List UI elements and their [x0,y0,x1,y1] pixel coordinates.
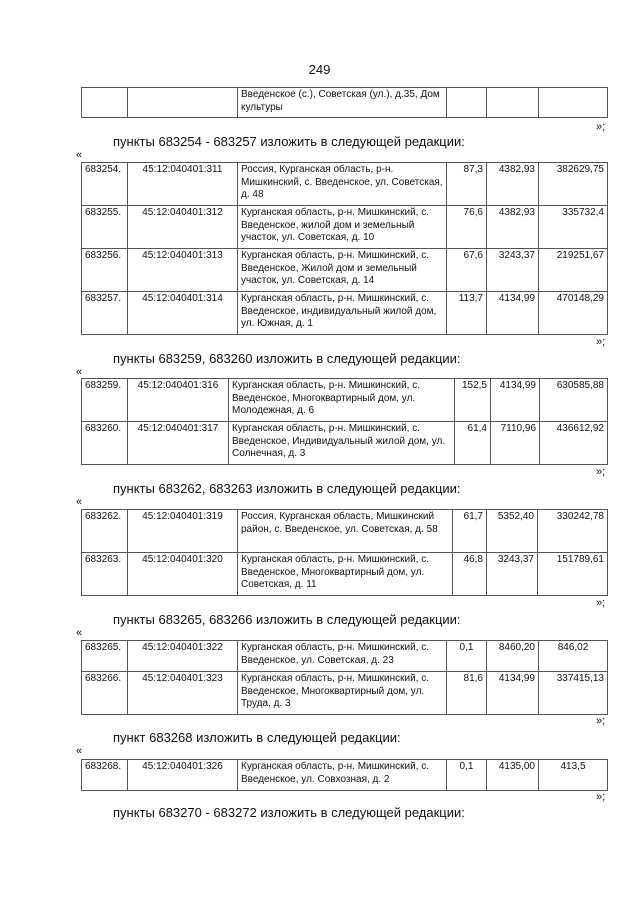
price: 4134,99 [487,292,539,335]
open-quote: « [76,149,83,161]
price: 4134,99 [487,672,539,715]
table-row [82,553,608,596]
address: Курганская область, р-н. Мишкинский, с. Введенское, Жилой дом и земельный участок, ул. Советская, д. 14 [238,249,447,292]
table-row [82,510,608,553]
continuation-table [81,87,608,118]
total: 846,02 [539,641,608,672]
address: Курганская область, р-н. Мишкинский, с. Введенское, Многоквартирный дом, ул. Молодежная, д. 6 [229,379,455,422]
table-row [82,422,608,465]
total: 151789,61 [538,553,608,596]
area: 67,6 [447,249,487,292]
section-heading: пункты 683254 - 683257 изложить в следующей редакции: [113,134,465,149]
table-row [82,641,608,672]
cadastral-number: 45:12:040401:313 [128,249,238,292]
area: 61,7 [453,510,487,553]
total [539,88,608,118]
table-row [82,249,608,292]
open-quote: « [76,496,83,508]
area: 113,7 [447,292,487,335]
price [487,88,539,118]
price: 3243,37 [487,553,538,596]
row-number [82,88,128,118]
row-number: 683266. [82,672,128,715]
price: 3243,37 [487,249,539,292]
section-heading: пункты 683262, 683263 изложить в следующей редакции: [113,481,461,496]
cadastral-number: 45:12:040401:312 [128,206,238,249]
address: Курганская область, р-н. Мишкинский, с. Введенское, Многоквартирный дом, ул. Труда, д. 3 [238,672,447,715]
total: 335732,4 [539,206,608,249]
price: 4382,93 [487,206,539,249]
section-heading: пункт 683268 изложить в следующей редакции: [113,730,401,745]
area: 76,6 [447,206,487,249]
cadastral-number: 45:12:040401:320 [128,553,238,596]
cadastral-number: 45:12:040401:326 [128,760,238,791]
table-row [82,88,608,118]
close-quote: »; [596,597,606,609]
row-number: 683265. [82,641,128,672]
data-table [81,640,608,715]
area: 87,3 [447,163,487,206]
cadastral-number: 45:12:040401:319 [128,510,238,553]
row-number: 683254. [82,163,128,206]
table-row [82,760,608,791]
area: 0,1 [447,641,487,672]
open-quote: « [76,627,83,639]
table-row [82,206,608,249]
data-table [81,162,608,335]
row-number: 683255. [82,206,128,249]
close-quote: »; [596,121,606,133]
row-number: 683259. [82,379,128,422]
area: 46,8 [453,553,487,596]
data-table [81,378,608,465]
address: Курганская область, р-н. Мишкинский, с. Введенское, индивидуальный жилой дом, ул. Южная, д. 1 [238,292,447,335]
total: 436612,92 [540,422,608,465]
address: Россия, Курганская область, Мишкинский район, с. Введенское, ул. Советская, д. 58 [238,510,453,553]
price: 5352,40 [487,510,538,553]
total: 330242,78 [538,510,608,553]
cadastral-number: 45:12:040401:316 [128,379,229,422]
address: Курганская область, р-н. Мишкинский, с. Введенское, жилой дом и земельный участок, ул. Советская, д. 10 [238,206,447,249]
page-number: 249 [308,62,331,77]
section-heading: пункты 683265, 683266 изложить в следующей редакции: [113,612,461,627]
total: 219251,67 [539,249,608,292]
area: 0,1 [447,760,487,791]
open-quote: « [76,366,83,378]
open-quote: « [76,745,83,757]
price: 4135,00 [487,760,539,791]
row-number: 683260. [82,422,128,465]
row-number: 683262. [82,510,128,553]
area: 152,5 [455,379,491,422]
total: 337415,13 [539,672,608,715]
cadastral-number: 45:12:040401:311 [128,163,238,206]
section-heading: пункты 683259, 683260 изложить в следующей редакции: [113,351,461,366]
price: 4134,99 [491,379,540,422]
cadastral-number [128,88,238,118]
address: Введенское (с.), Советская (ул.), д.35, Дом культуры [238,88,447,118]
total: 382629,75 [539,163,608,206]
table-row [82,672,608,715]
price: 8460,20 [487,641,539,672]
close-quote: »; [596,791,606,803]
address: Россия, Курганская область, р-н. Мишкинский, с. Введенское, ул. Советская, д. 48 [238,163,447,206]
close-quote: »; [596,715,606,727]
price: 4382,93 [487,163,539,206]
address: Курганская область, р-н. Мишкинский, с. Введенское, ул. Советская, д. 23 [238,641,447,672]
address: Курганская область, р-н. Мишкинский, с. Введенское, ул. Совхозная, д. 2 [238,760,447,791]
address: Курганская область, р-н. Мишкинский, с. Введенское, Индивидуальный жилой дом, ул. Солнечная, д. 3 [229,422,455,465]
total: 630585,88 [540,379,608,422]
table-row [82,379,608,422]
section-heading: пункты 683270 - 683272 изложить в следующей редакции: [113,805,465,820]
close-quote: »; [596,336,606,348]
data-table [81,759,608,791]
address: Курганская область, р-н. Мишкинский, с. Введенское, Многоквартирный дом, ул. Советская, д. 11 [238,553,453,596]
area: 61,4 [455,422,491,465]
cadastral-number: 45:12:040401:317 [128,422,229,465]
table-row [82,292,608,335]
total: 470148,29 [539,292,608,335]
area [447,88,487,118]
close-quote: »; [596,466,606,478]
row-number: 683257. [82,292,128,335]
row-number: 683268. [82,760,128,791]
cadastral-number: 45:12:040401:323 [128,672,238,715]
area: 81,6 [447,672,487,715]
cadastral-number: 45:12:040401:314 [128,292,238,335]
total: 413,5 [539,760,608,791]
data-table [81,509,608,596]
table-row [82,163,608,206]
row-number: 683256. [82,249,128,292]
cadastral-number: 45:12:040401:322 [128,641,238,672]
row-number: 683263. [82,553,128,596]
price: 7110,96 [491,422,540,465]
